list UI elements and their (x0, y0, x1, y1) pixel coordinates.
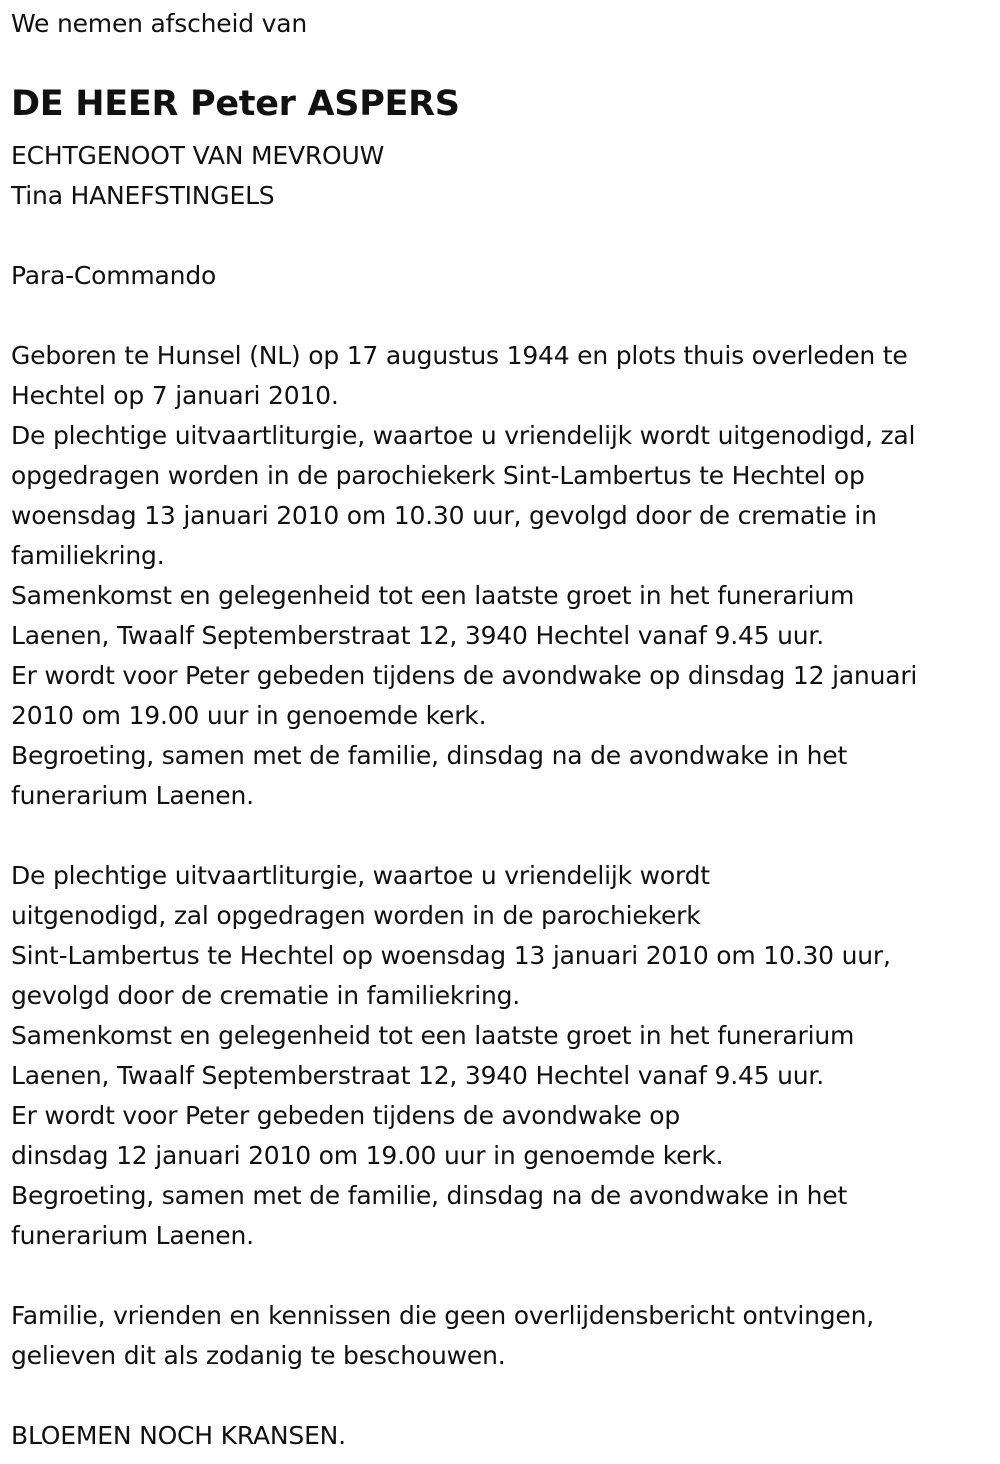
paragraph-line: Laenen, Twaalf Septemberstraat 12, 3940 Hechtel vanaf 9.45 uur. (11, 1061, 824, 1090)
paragraph-line: Begroeting, samen met de familie, dinsdag na de avondwake in het (11, 1181, 848, 1210)
spacer (11, 1256, 1000, 1296)
spouse-line-2: Tina HANEFSTINGELS (11, 181, 275, 210)
notification-block (11, 1296, 1000, 1376)
paragraph-line: De plechtige uitvaartliturgie, waartoe u vriendelijk wordt (11, 861, 710, 890)
paragraph-line: funerarium Laenen. (11, 1221, 254, 1250)
intro-text: We nemen afscheid van (11, 9, 307, 38)
paragraph-line: Er wordt voor Peter gebeden tijdens de avondwake op (11, 1101, 681, 1130)
spouse-line-1: ECHTGENOOT VAN MEVROUW (11, 141, 385, 170)
closing-text: BLOEMEN NOCH KRANSEN. (11, 1421, 346, 1450)
paragraph-line: gelieven dit als zodanig te beschouwen. (11, 1341, 506, 1370)
paragraph-line: Er wordt voor Peter gebeden tijdens de avondwake op dinsdag 12 januari (11, 661, 918, 690)
paragraph-line: uitgenodigd, zal opgedragen worden in de parochiekerk (11, 901, 701, 930)
spacer (11, 44, 1000, 72)
spacer (11, 816, 1000, 856)
paragraph-line: dinsdag 12 januari 2010 om 19.00 uur in genoemde kerk. (11, 1141, 724, 1170)
paragraph-line: Samenkomst en gelegenheid tot een laatste groet in het funerarium (11, 581, 855, 610)
deceased-name: DE HEER Peter ASPERS (11, 84, 460, 124)
paragraph-line: gevolgd door de crematie in familiekring. (11, 981, 521, 1010)
paragraph-line: Familie, vrienden en kennissen die geen overlijdensbericht ontvingen, (11, 1301, 875, 1330)
spacer (11, 1376, 1000, 1416)
paragraph-line: Begroeting, samen met de familie, dinsdag na de avondwake in het (11, 741, 848, 770)
paragraph-line: Laenen, Twaalf Septemberstraat 12, 3940 Hechtel vanaf 9.45 uur. (11, 621, 824, 650)
paragraph-line: woensdag 13 januari 2010 om 10.30 uur, gevolgd door de crematie in (11, 501, 877, 530)
spacer (11, 216, 1000, 256)
paragraph-line: Geboren te Hunsel (NL) op 17 augustus 1944 en plots thuis overleden te (11, 341, 908, 370)
deceased-title: Para-Commando (11, 261, 217, 290)
paragraph-line: funerarium Laenen. (11, 781, 254, 810)
paragraph-line: De plechtige uitvaartliturgie, waartoe u vriendelijk wordt uitgenodigd, zal (11, 421, 916, 450)
paragraph-line: Hechtel op 7 januari 2010. (11, 381, 339, 410)
details-block-2 (11, 856, 1000, 1256)
spacer (11, 296, 1000, 336)
paragraph-line: Sint-Lambertus te Hechtel op woensdag 13 januari 2010 om 10.30 uur, (11, 941, 891, 970)
paragraph-line: 2010 om 19.00 uur in genoemde kerk. (11, 701, 487, 730)
paragraph-line: Samenkomst en gelegenheid tot een laatste groet in het funerarium (11, 1021, 855, 1050)
paragraph-line: opgedragen worden in de parochiekerk Sint-Lambertus te Hechtel op (11, 461, 865, 490)
paragraph-line: familiekring. (11, 541, 165, 570)
details-block-1 (11, 336, 1000, 816)
